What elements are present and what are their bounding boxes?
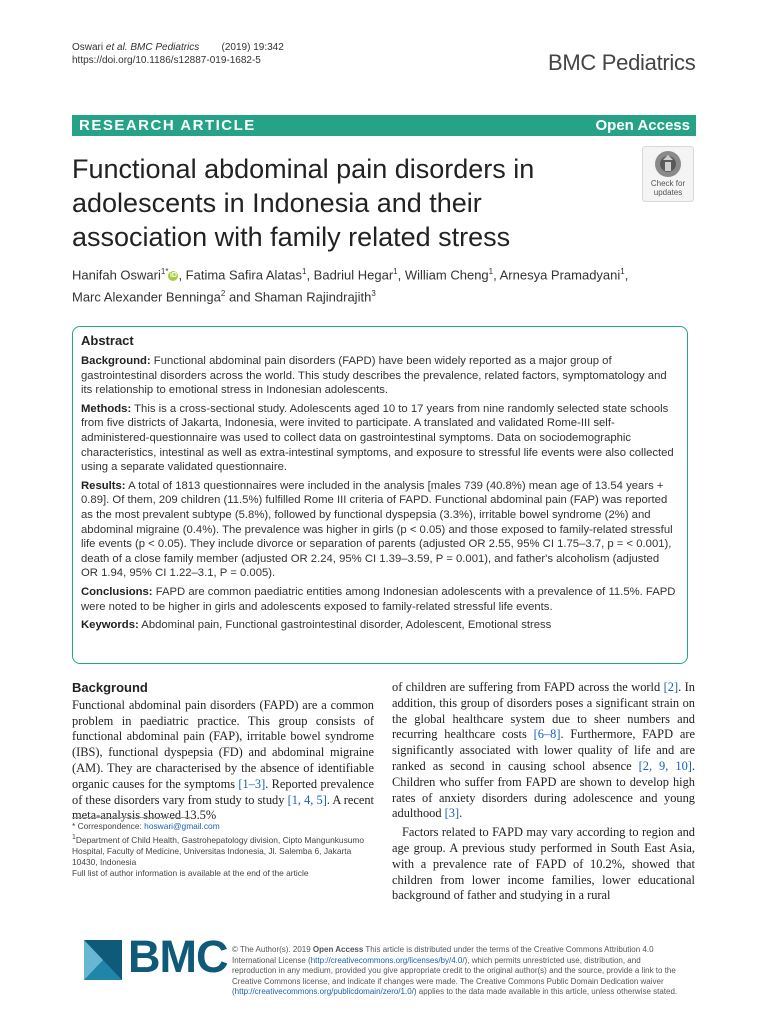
crossmark-line1: Check for <box>650 179 686 188</box>
license-text: ), which permits unrestricted use, distribution, and reproduction in any medium, provided you give appropriate credit to the original author(s) and the source, provide a link to the Creative Commons license, and indicate if changes were made. The Creative Commons Public Domain Dedication waiver ( <box>232 955 676 997</box>
body-text: . In addition, this group of disorders poses a significant strain on the global healthcare system due to sheer numbers and recurring healthcare costs <box>392 680 695 742</box>
article-banner <box>72 115 696 136</box>
author-info-note: Full list of author information is available at the end of the article <box>72 867 309 878</box>
author-name[interactable]: , William Cheng <box>397 267 489 283</box>
author-name[interactable]: and Shaman Rajindrajith <box>225 289 372 305</box>
orcid-icon[interactable]: iD <box>169 271 177 279</box>
abstract-background-text: Functional abdominal pain disorders (FAPD) have been widely reported as a major group of gastrointestinal disorders across the world. This study describes the prevalence, related factors, symptomatology and its relationship to emotional stress in Indonesian adolescents. <box>81 355 667 397</box>
article-type: RESEARCH ARTICLE <box>79 117 256 134</box>
citation-link[interactable]: [3] <box>444 806 460 821</box>
body-text: . Furthermore, FAPD are significantly associated with lower quality of life and are ranked as second in causing school absence <box>392 727 695 773</box>
journal-name: BMC Pediatrics <box>548 50 696 75</box>
citation-link[interactable]: [1, 4, 5] <box>287 792 327 807</box>
bmc-logo <box>82 931 232 988</box>
citation-journal: et al. BMC Pediatrics <box>105 42 200 53</box>
doi-link[interactable]: https://doi.org/10.1186/s12887-019-1682-5 <box>72 55 261 66</box>
check-for-updates-badge[interactable] <box>642 146 694 202</box>
body-left-column <box>72 680 374 824</box>
author-sup: 1 <box>302 267 307 276</box>
abstract-results <box>81 479 679 581</box>
abstract-conclusions-label: Conclusions: <box>81 585 153 598</box>
author-sup: 1* <box>160 267 169 276</box>
body-right-column <box>392 680 695 904</box>
public-domain-link[interactable]: http://creativecommons.org/publicdomain/zero/1.0/ <box>234 987 414 997</box>
bmc-logo-text: BMC <box>128 931 228 982</box>
license-link[interactable]: http://creativecommons.org/licenses/by/4.0/ <box>310 955 465 965</box>
abstract-results-text: A total of 1813 questionnaires were included in the analysis [males 739 (40.8%) mean age of 13.54 years + 0.89]. Of them, 209 children (11.5%) fulfilled Rome III criteria of FAPD. Functional abdominal pain (FAP) was reported as the most prevalent subtype (5.8%), followed by functional dyspepsia (3.3%), irritable bowel syndrome (2%) and abdominal migraine (0.4%). The prevalence was higher in girls (p < 0.05) and those exposed to family-related stressful life events (p < 0.05). They include divorce or separation of parents (adjusted OR 2.55, 95% CI 1.75–3.7, p = < 0.001), death of a close family member (adjusted OR 2.24, 95% CI 1.39–3.59, P = 0.001), and father's alcoholism (adjusted OR 1.94, 95% CI 1.22–3.1, P = 0.005). <box>81 479 673 580</box>
footnote-rule <box>72 817 192 818</box>
affiliation-sup: 1 <box>72 834 76 841</box>
author-name[interactable]: , Badriul Hegar <box>306 267 394 283</box>
abstract-keywords <box>81 618 679 633</box>
author-sup: 1 <box>393 267 398 276</box>
section-heading-background: Background <box>72 680 148 695</box>
body-text: . <box>459 806 463 821</box>
citation <box>72 41 372 67</box>
license-text: ) applies to the data made available in this article, unless otherwise stated. <box>413 987 678 997</box>
author-list <box>72 262 692 307</box>
abstract-background-label: Background: <box>81 355 151 367</box>
abstract-box <box>72 326 688 664</box>
body-text: . Reported prevalence of these disorders vary from study to study <box>72 776 374 807</box>
correspondence-email[interactable]: hoswari@gmail.com <box>144 821 220 831</box>
body-text: . Children who suffer from FAPD are shown to develop high rates of anxiety disorders during adolescence and young adulthood <box>392 758 695 821</box>
abstract-results-label: Results: <box>81 479 126 492</box>
author-sup: 3 <box>371 289 376 299</box>
abstract-conclusions <box>81 585 679 614</box>
article-title: Functional abdominal pain disorders in adolescents in Indonesia and their association with family related stress <box>72 154 535 252</box>
abstract-heading: Abstract <box>81 333 134 348</box>
affiliation-text: Department of Child Health, Gastrohepatology division, Cipto Mangunkusumo Hospital, Faculty of Medicine, Universitas Indonesia, Jl. Salemba 6, Jakarta 10430, Indonesia <box>72 834 365 867</box>
body-paragraph <box>72 698 374 824</box>
author-name[interactable]: , Fatima Safira Alatas <box>178 267 302 283</box>
author-sup: 2 <box>220 289 226 299</box>
abstract-methods-text: This is a cross-sectional study. Adolescents aged 10 to 17 years from nine randomly selected state schools from five districts of Jakarta, Indonesia, were invited to participate. A translated and validated Rome-III self-administered-questionnaire was used to collect data on gastrointestinal symptoms. Data on sociodemographic characteristics, intestinal as well as extra-intestinal symptoms, and exposure to stressful life events were also collected using a separate validated questionnaire. <box>81 402 674 474</box>
citation-year: (2019) 19:342 <box>221 42 284 53</box>
citation-link[interactable]: [2, 9, 10] <box>638 758 692 773</box>
body-text: of children are suffering from FAPD across the world <box>392 680 664 694</box>
license-text: © The Author(s). 2019 <box>232 945 313 954</box>
abstract-background <box>81 354 679 398</box>
body-paragraph: Factors related to FAPD may vary according to region and age group. A previous study performed in South East Asia, with a prevalence rate of FAPD of 10.2%, showed that children from lower income families, lower educational background of father and studying in a rural <box>392 825 695 903</box>
abstract-keywords-label: Keywords: <box>81 619 139 632</box>
author-sup: 1 <box>488 267 494 276</box>
correspondence-footnote <box>72 817 372 879</box>
author-sup: 1 <box>620 267 625 276</box>
citation-link[interactable]: [6–8] <box>533 727 561 742</box>
abstract-methods-label: Methods: <box>81 402 132 415</box>
license-statement <box>232 945 682 998</box>
correspondence-label: * Correspondence: <box>72 821 145 831</box>
body-text: . A recent meta-analysis showed 13.5% <box>72 792 374 823</box>
citation-link[interactable]: [1–3] <box>238 776 266 791</box>
crossmark-line2: updates <box>653 188 683 197</box>
citation-authors: Oswari <box>72 42 106 53</box>
license-text: This article is distributed under the terms of the Creative Commons Attribution 4.0 International License ( <box>232 945 654 965</box>
abstract-keywords-text: Abdominal pain, Functional gastrointestinal disorder, Adolescent, Emotional stress <box>138 619 552 632</box>
author-name[interactable]: , Arnesya Pramadyani <box>493 267 621 283</box>
abstract-conclusions-text: FAPD are common paediatric entities among Indonesian adolescents with a prevalence of 11.5%. FAPD were noted to be higher in girls and adolescents exposed to family-related stressful life events. <box>81 585 676 613</box>
body-text: Functional abdominal pain disorders (FAPD) are a common problem in paediatric practice. This group consists of functional abdominal pain (FAP), irritable bowel syndrome (IBS), functional dyspepsia (FD) and abdominal migraine (AM). They are characterised by the absence of identifiable organic causes for the symptoms <box>72 697 374 791</box>
abstract-methods <box>81 402 679 475</box>
license-open-access: Open Access <box>312 945 364 954</box>
body-paragraph <box>392 680 695 822</box>
author-separator: , <box>624 267 629 283</box>
author-name[interactable]: Marc Alexander Benninga <box>72 289 221 305</box>
citation-link[interactable]: [2] <box>663 680 679 694</box>
open-access-label: Open Access <box>595 117 690 134</box>
author-name[interactable]: Hanifah Oswari <box>72 267 161 283</box>
